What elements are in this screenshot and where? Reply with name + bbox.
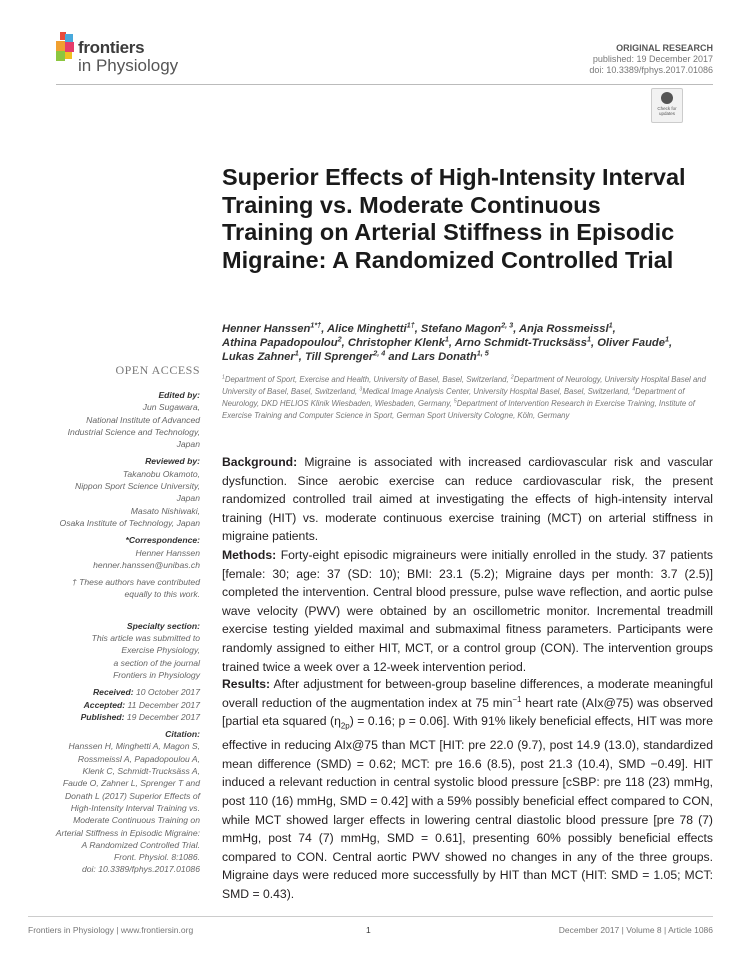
affiliation-text: Medical Image Analysis Center, University Hospital Basel, Basel, Switzerland,	[362, 387, 631, 396]
published-date: published: 19 December 2017	[592, 54, 713, 64]
published-value: 19 December 2017	[126, 711, 200, 722]
equal-contribution-note	[20, 576, 200, 601]
author-name[interactable]: Alice Minghetti	[327, 323, 407, 335]
author-name[interactable]: Lukas Zahner	[222, 351, 295, 363]
author-affiliation-sup: 1	[608, 320, 613, 330]
citation-line: Arterial Stiffness in Episodic Migraine:	[55, 827, 200, 838]
page-number: 1	[366, 925, 371, 935]
author-name[interactable]: Christopher Klenk	[347, 337, 445, 349]
header-divider	[56, 84, 713, 85]
updates-label: updates	[658, 111, 675, 116]
results-text-3: ) = 0.16; p = 0.06]. With 91% likely beneficial effects, HIT was more effective in reducing AIx@75 than MCT [HIT: pre 22.0 (9.7), post 14.9 (13.0), standardized mean difference (SMD) = 0.62; MCT: pre 16.6 (8.5), post 21.3 (10.4), SMD −0.49]. HIT induced a relevant reduction in central systolic blood pressure [cSBP: pre 118 (23) mmHg, post 110 (16) mmHg, SMD = 0.42] with a 59% possibly beneficial effect compared to CON, while MCT showed larger effects in lowering central diastolic blood pressure [pre 78 (7) mmHg, post 74 (7) mmHg, SMD = 0.61], presenting 60% possibly beneficial effects compared to CON. Central aortic PWV showed no changes in any of the three groups. Migraine days were reduced more successfully by HIT than MCT (HIT: SMD = 1.05; MCT: SMD = 0.43).	[222, 714, 713, 901]
footer-journal-link[interactable]: Frontiers in Physiology | www.frontiersin.org	[28, 925, 194, 935]
affiliation-number: 4	[632, 386, 636, 393]
citation-line: A Randomized Controlled Trial.	[81, 839, 200, 850]
author-name[interactable]: Stefano Magon	[420, 323, 502, 335]
background-label: Background:	[222, 455, 298, 469]
author-affiliation-sup: 1†	[406, 320, 415, 330]
accepted-value: 11 December 2017	[127, 699, 200, 710]
author-affiliation-sup: 1	[444, 334, 449, 344]
author-name[interactable]: Arno Schmidt-Trucksäss	[454, 337, 587, 349]
article-title: Superior Effects of High-Intensity Interval Training vs. Moderate Continuous Training on Arterial Stiffness in Episodic Migraine: A Randomized Controlled Trial	[222, 164, 686, 273]
author-name[interactable]: Oliver Faude	[597, 337, 665, 349]
reviewer-line: Masato Nishiwaki,	[130, 505, 200, 516]
note-line: equally to this work.	[124, 589, 200, 600]
affiliation-text: Department of Sport, Exercise and Health, University of Basel, Basel, Switzerland,	[224, 375, 509, 384]
author-name[interactable]: Athina Papadopoulou	[222, 337, 338, 349]
citation-line: High-Intensity Interval Training vs.	[70, 802, 200, 813]
citation-label: Citation:	[165, 729, 200, 740]
affiliations	[222, 374, 708, 422]
author-affiliation-sup: 2, 4	[373, 348, 386, 358]
correspondence-line[interactable]: henner.hanssen@unibas.ch	[93, 559, 200, 570]
received-value: 10 October 2017	[135, 687, 200, 698]
check-for-updates-button[interactable]	[651, 88, 683, 123]
citation-line: Donath L (2017) Superior Effects of	[64, 790, 200, 801]
accepted-label: Accepted:	[83, 699, 126, 710]
sidebar-info	[20, 389, 200, 876]
background-text: Migraine is associated with increased cardiovascular risk and vascular dysfunction. Since aerobic exercise can reduce cardiovascular risk, the present randomized controlled trail aimed at investigating the effects of high-intensity interval training (HIT) vs. moderate continuous exercise training (MCT) on arterial stiffness in migraine patients.	[222, 455, 713, 544]
specialty-line: Frontiers in Physiology	[113, 669, 200, 680]
eta-subscript: 2p	[340, 721, 350, 731]
article-header	[589, 43, 713, 76]
author-name[interactable]: Till Sprenger	[305, 351, 374, 363]
citation-line: Rossmeissl A, Papadopoulou A,	[77, 753, 200, 764]
citation-line: doi: 10.3389/fphys.2017.01086	[81, 864, 200, 875]
journal-logo	[54, 32, 194, 77]
reviewer-line: Nippon Sport Science University,	[75, 481, 200, 492]
affiliation-number: 3	[359, 386, 363, 393]
citation-line: Klenk C, Schmidt-Trucksäss A,	[82, 766, 200, 777]
author-name[interactable]: Henner Hanssen	[222, 323, 311, 335]
author-affiliation-sup: 1	[664, 334, 670, 344]
journal-name: in Physiology	[78, 56, 179, 75]
author-affiliation-sup: 2	[337, 334, 342, 344]
published-label: Published:	[80, 711, 125, 722]
reviewer-line: Japan	[176, 493, 200, 504]
specialty-line: Exercise Physiology,	[121, 645, 200, 656]
author-affiliation-sup: 1	[586, 334, 591, 344]
footer-issue: December 2017 | Volume 8 | Article 1086	[558, 925, 713, 935]
citation-line: Faude O, Zahner L, Sprenger T and	[62, 778, 200, 789]
received-date	[20, 686, 200, 698]
article-type: ORIGINAL RESEARCH	[616, 43, 713, 53]
affiliation-text: Department of Intervention Research in Exercise Training, Institute of Exercise Training and Computer Science in Sport, German Sport University Cologne, Köln, Germany	[222, 399, 695, 420]
specialty-section-label: Specialty section:	[126, 620, 200, 631]
author-name[interactable]: Anja Rossmeissl	[519, 323, 609, 335]
author-affiliation-sup: 1, 5	[476, 348, 489, 358]
affiliation-text: Department of Neurology, DKD HELIOS Klinik Wiesbaden, Wiesbaden, Germany,	[222, 387, 685, 408]
journal-brand: frontiers	[78, 38, 145, 57]
editor-line: National Institute of Advanced	[86, 414, 200, 425]
edited-by-label: Edited by:	[158, 390, 200, 400]
author-list: Henner Hanssen$^{1*\dagger}$, Alice Minghetti$^{1\dagger}$, Stefano Magon$^{2, 3}$, Anja Rossmeissl$^1$, Athina Papadopoulou$^2$, Christopher Klenk$^1$, Arno Schmidt-Trucksäss$^1$, Oliver Faude$^1$, Lukas Zahner$^1$, Till Sprenger$^{2, 4}$ and Lars Donath$^{1, 5}$	[222, 320, 673, 363]
editor-line: Industrial Science and Technology,	[67, 426, 200, 437]
results-sup: −1	[512, 694, 522, 704]
editor-line: Japan	[176, 439, 200, 450]
results-text: After adjustment for between-group baseline differences, a moderate meaningful overall reduction of the augmentation index at 75 min	[222, 677, 714, 710]
citation-line: Moderate Continuous Training on	[73, 815, 200, 826]
author-affiliation-sup: 1	[294, 348, 299, 358]
specialty-line: This article was submitted to	[91, 633, 200, 644]
reviewer-line: Takanobu Okamoto,	[122, 468, 200, 479]
results-label: Results:	[222, 677, 271, 691]
received-label: Received:	[92, 687, 134, 698]
author-affiliation-sup: 1*†	[310, 320, 322, 330]
abstract-methods	[222, 546, 713, 676]
footer-divider	[28, 916, 713, 917]
correspondence-line: Henner Hanssen	[135, 547, 200, 558]
reviewed-by-label: Reviewed by:	[145, 456, 200, 467]
abstract-background	[222, 453, 713, 546]
results-text-2: heart rate (AIx@75) was observed [partial eta squared (η	[222, 695, 713, 729]
open-access-label: OPEN ACCESS	[115, 363, 200, 377]
citation-line: Hanssen H, Minghetti A, Magon S,	[68, 741, 200, 752]
accepted-date	[20, 699, 200, 711]
methods-label: Methods:	[222, 548, 277, 562]
correspondence-label: *Correspondence:	[125, 535, 200, 546]
methods-text: Forty-eight episodic migraineurs were initially enrolled in the study. 37 patients [female: 30; age: 37 (SD: 10); BMI: 23.1 (5.2); Migraine days per month: 3.7 (2.5)] completed the intervention. Central blood pressure, pulse wave reflection, and aortic pulse wave velocity (PWV) were obtained by an oscillometric monitor. Incremental treadmill exercise testing yielded maximal and submaximal fitness parameters. Participants were randomly assigned to either HIT, MCT, or a control group (CON). The intervention groups trained twice a week over a 12-week intervention period.	[222, 548, 713, 674]
editor-line: Jun Sugawara,	[142, 402, 200, 413]
crossmark-icon	[661, 92, 673, 104]
specialty-line: a section of the journal	[113, 657, 200, 668]
affiliation-text: Department of Neurology, University Hospital Basel and University of Basel, Basel, Switzerland,	[222, 375, 706, 396]
doi[interactable]: doi: 10.3389/fphys.2017.01086	[589, 65, 713, 75]
author-affiliation-sup: 2, 3	[501, 320, 514, 330]
check-label: Check for	[657, 106, 677, 111]
author-name[interactable]: Lars Donath	[411, 351, 477, 363]
published-date	[20, 711, 200, 723]
affiliation-number: 2	[510, 374, 514, 381]
abstract-results	[222, 675, 713, 904]
citation-line: Front. Physiol. 8:1086.	[114, 852, 200, 863]
frontiers-logo-icon	[54, 32, 76, 66]
note-line: † These authors have contributed	[71, 577, 200, 588]
reviewer-line: Osaka Institute of Technology, Japan	[59, 517, 200, 528]
affiliation-number: 1	[222, 374, 225, 381]
affiliation-number: 5	[453, 398, 457, 405]
